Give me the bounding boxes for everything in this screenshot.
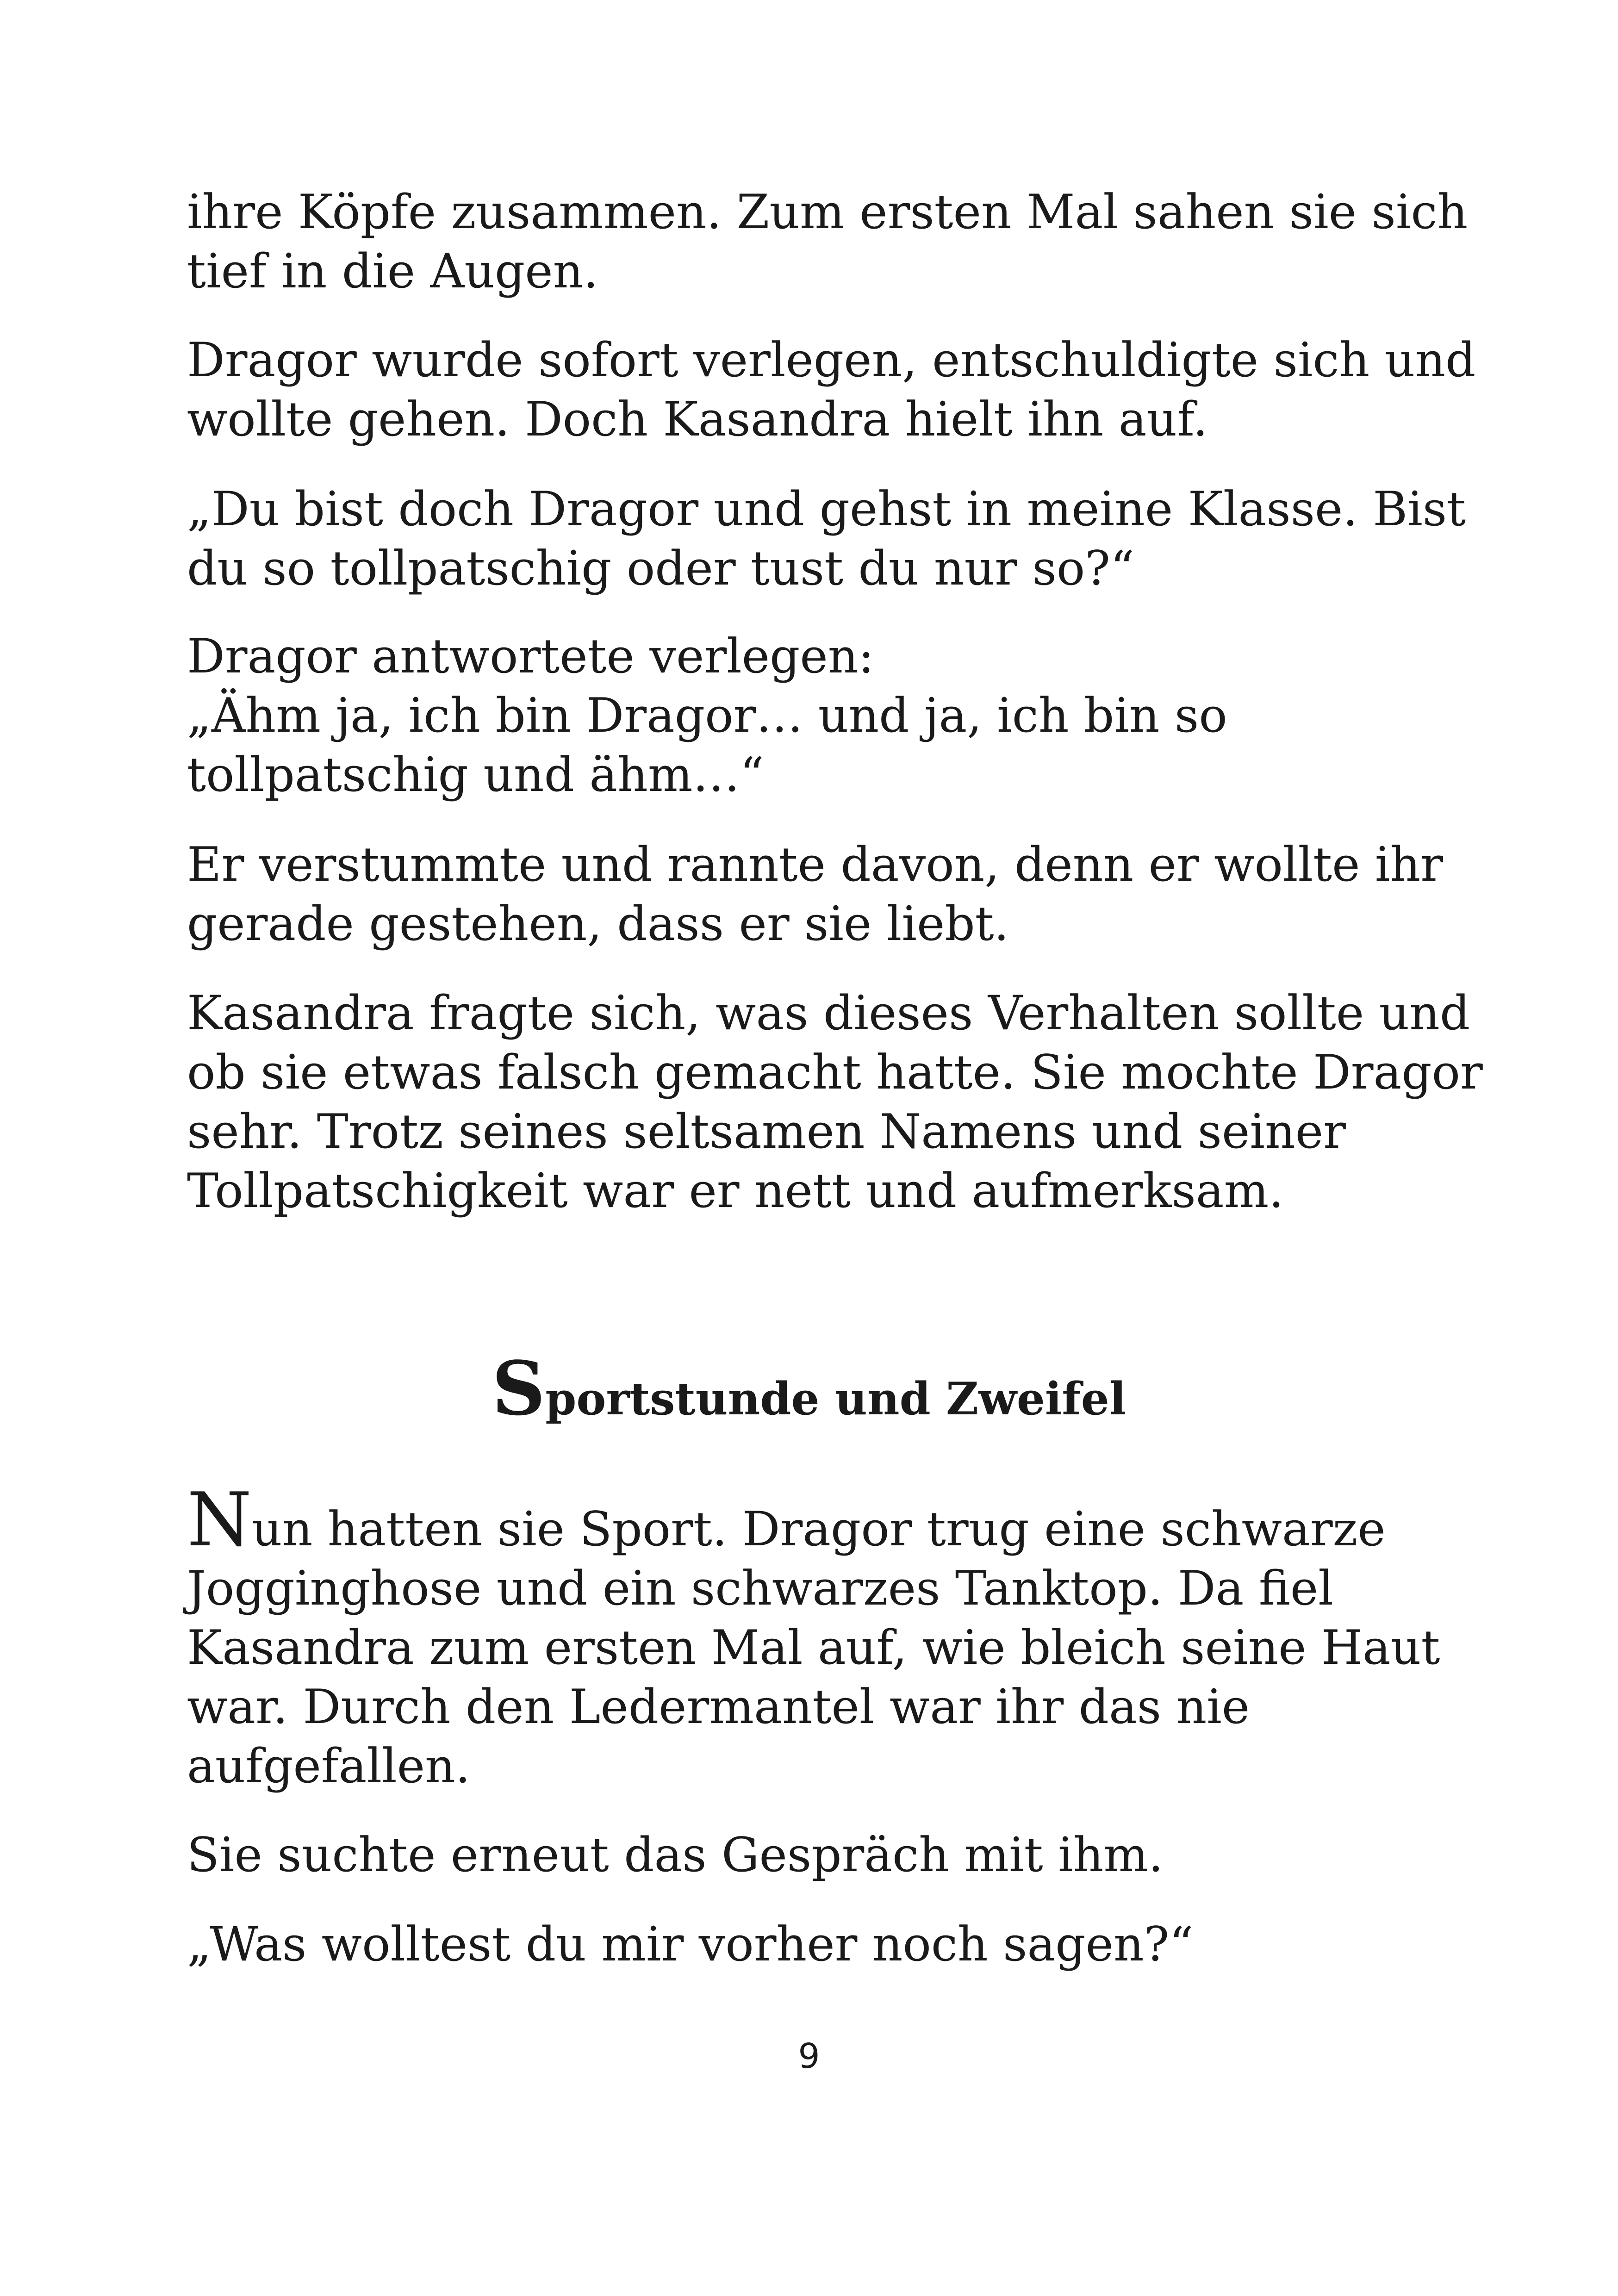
paragraph [187,1826,1437,1885]
paragraph [187,183,1468,301]
text-line: Sie suchte erneut das Gespräch mit ihm. [187,1828,1164,1883]
text-line: aufgefallen. [187,1739,471,1794]
text-line: gerade gestehen, dass er sie liebt. [187,896,1009,952]
chapter-heading [0,1345,1618,1436]
text-line: „Was wolltest du mir vorher noch sagen?“ [187,1917,1194,1972]
drop-initial: N [187,1476,252,1563]
text-line: Kasandra zum ersten Mal auf, wie bleich seine Haut [187,1620,1440,1675]
paragraph-with-initial [187,1476,1440,1796]
text-line: Dragor antwortete verlegen: [187,629,874,684]
text-line [187,1476,1437,1563]
first-line-text: un hatten sie Sport. Dragor trug eine schwarze [252,1502,1386,1557]
text-line: sehr. Trotz seines seltsamen Namens und seiner [187,1104,1346,1159]
text-line: Jogginghose und ein schwarzes Tanktop. Da fiel [187,1561,1333,1616]
text-line: ob sie etwas falsch gemacht hatte. Sie mochte Dragor [187,1045,1483,1100]
paragraph [187,1915,1437,1974]
paragraph [187,984,1483,1221]
text-line: Dragor wurde sofort verlegen, entschuldigte sich und [187,333,1476,388]
text-line: tief in die Augen. [187,244,598,299]
text-line: du so tollpatschig oder tust du nur so?“ [187,541,1135,596]
text-line: ihre Köpfe zusammen. Zum ersten Mal sahen sie sich [187,185,1468,240]
paragraph [187,627,1437,805]
text-line: wollte gehen. Doch Kasandra hielt ihn auf. [187,392,1208,447]
text-line: Er verstummte und rannte davon, denn er wollte ihr [187,837,1443,892]
paragraph [187,480,1466,598]
chapter-heading-text: portstunde und Zweifel [545,1373,1126,1425]
text-line: Kasandra fragte sich, was dieses Verhalten sollte und [187,986,1470,1041]
page-number: 9 [798,2036,820,2076]
text-line: „Du bist doch Dragor und gehst in meine Klasse. Bist [187,482,1466,537]
paragraph [187,331,1476,449]
paragraph [187,835,1443,954]
text-line: war. Durch den Ledermantel war ihr das nie [187,1680,1250,1735]
text-line: Tollpatschigkeit war er nett und aufmerksam. [187,1164,1284,1219]
text-line: tollpatschig und ähm…“ [187,747,764,803]
text-line: „Ähm ja, ich bin Dragor… und ja, ich bin so [187,688,1227,743]
chapter-heading-initial: S [492,1345,546,1432]
